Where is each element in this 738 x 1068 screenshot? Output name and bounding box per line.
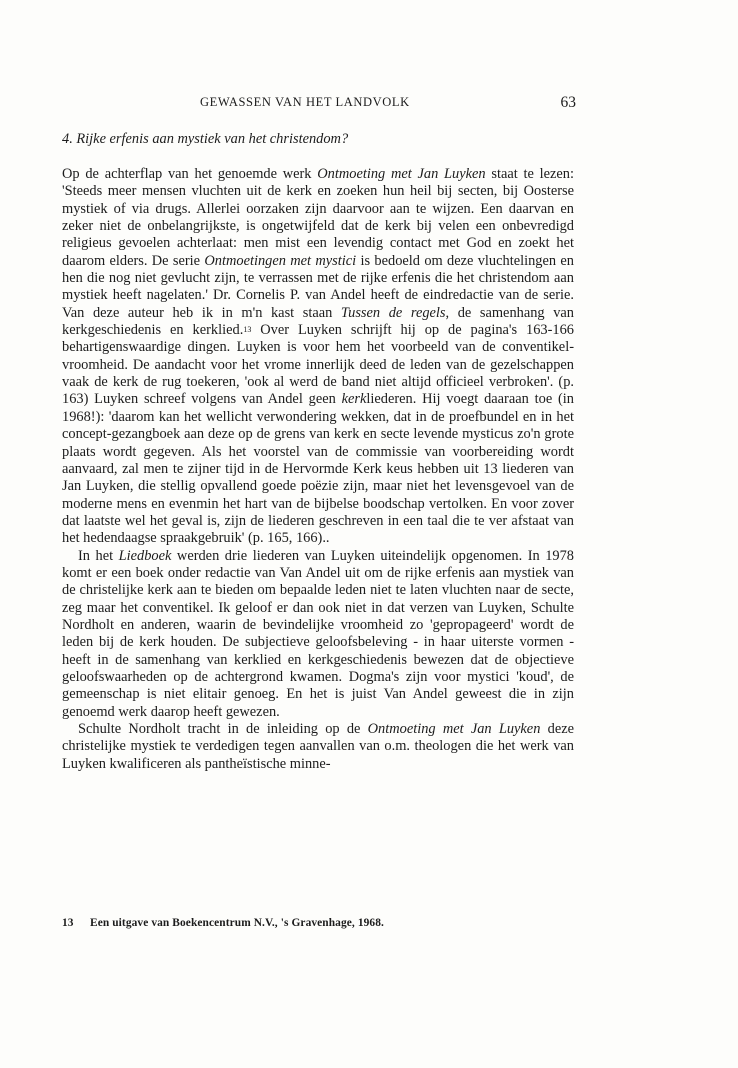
text-run: , de samenhang van kerkgeschiedenis en kerklied. [62,304,574,339]
page-number: 63 [560,94,576,111]
italic-run: Ontmoeting met Jan Luyken [317,166,486,182]
paragraph-2 [62,548,574,721]
italic-run: Tussen de regels [340,304,446,321]
paragraph-3 [62,721,574,773]
running-title: GEWASSEN VAN HET LANDVOLK [200,95,410,109]
running-head [62,95,574,115]
footnote-ref: 13 [243,325,252,335]
text-run: Over Luyken schrijft hij op de pagina's 163-166 behartigenswaardige dingen. Luyken is voor hem het voorbeeld van de conventikelvroomheid. De aandacht voor het vrome innerlijk deed de leden van de gezelschappen vaak de kerk de rug toekeren, 'ook al werd de band niet altijd officieel verbroken'. (p. 163) Luyken schreef volgens van Andel geen [62,322,574,408]
text-run: In het [78,547,119,564]
section-heading: 4. Rijke erfenis aan mystiek van het christendom? [62,131,349,147]
text-run: Op de achterflap van het genoemde werk [62,166,318,182]
italic-run: kerk [341,391,367,408]
body-text [62,166,574,773]
footnote [62,917,574,929]
text-run: Schulte Nordholt tracht in de inleiding op de [78,721,368,737]
text-run: staat te lezen: 'Steeds meer mensen vluchten uit de kerk en zoeken hun heil bij secten, bij Oosterse mystiek of via drugs. Allerlei oorzaken zijn daarvoor aan te wijzen. Een daarvan en zeker niet de onbelangrijkste, is ongetwijfeld dat de kerk bij velen een onbevredigd religieus gevoelen achterlaat: men mist een levendig contact met God en zoekt het daarom elders. De serie [62,166,574,269]
paragraph-1 [62,166,574,548]
footnote-number: 13 [62,917,74,929]
text-run: liederen. Hij voegt daaraan toe (in 1968!): 'daarom kan het wellicht verwondering wekken, dat in de proefbundel en in het concept-gezangboek aan deze op de grens van kerk en secte levende mysticus zo'n grote plaats wordt gegeven. Als het voorstel van de commissie van voorbereiding wordt aanvaard, zal men te zijner tijd in de Hervormde Kerk keus hebben uit 13 liederen van Jan Luyken, die stellig opvallend goede poëzie zijn, maar niet het levensgevoel van de moderne mens en evenmin het hart van de bijbelse boodschap vertolken. En voor zover dat laatste wel het geval is, zijn de liederen geschreven in een taal die te ver afstaat van het hedendaagse spraakgebruik' (p. 165, 166).. [62,391,574,547]
italic-run: Ontmoeting met Jan Luyken [367,721,541,737]
italic-run: Liedboek [118,547,172,564]
italic-run: Ontmoetingen met mystici [204,252,357,269]
text-run: deze christelijke mystiek te verdedigen tegen aanvallen van o.m. theologen die het werk van Luyken kwalificeren als pantheïstische minne- [62,721,574,772]
text-run: is bedoeld om deze vluchtelingen en hen die nog niet gevlucht zijn, te verrassen met de rijke erfenis die het christendom aan mystiek heeft nagelaten.' Dr. Cornelis P. van Andel heeft de eindredactie van de serie. Van deze auteur heb ik in m'n kast staan [62,252,574,321]
text-run: werden drie liederen van Luyken uiteindelijk opgenomen. In 1978 komt er een boek onder redactie van Van Andel uit om de rijke erfenis aan mystiek van de christelijke kerk aan te bieden om bepaalde leden niet te laten vluchten naar de secte, zeg maar het conventikel. Ik geloof er dan ook niet in dat verzen van Luyken, Schulte Nordholt en anderen, waarin de bevindelijke vroomheid zo 'gepropageerd' wordt de leden bij de kerk houden. De subjectieve geloofsbeleving - in haar uiterste vormen - heeft in de samenhang van kerklied en kerkgeschiedenis bewezen dat de objectieve geloofswaarheden op de achtergrond kwamen. Dogma's zijn voor mystici 'koud', de gemeenschap is niet elitair genoeg. En het is juist Van Andel geweest die in zijn genoemd werk daarop heeft gewezen. [62,547,575,720]
footnote-text: Een uitgave van Boekencentrum N.V., 's Gravenhage, 1968. [90,917,384,929]
